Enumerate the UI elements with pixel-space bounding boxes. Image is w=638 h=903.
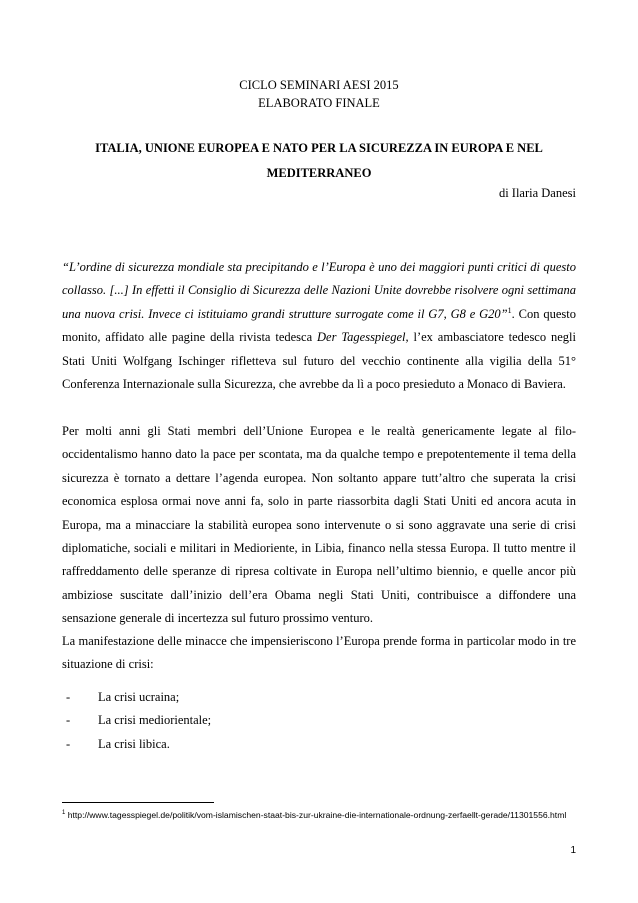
header-seminar: CICLO SEMINARI AESI 2015: [239, 78, 399, 92]
publication-name: Der Tagesspiegel,: [317, 330, 409, 345]
footnote-separator: [62, 802, 214, 803]
crisis-list: [66, 686, 211, 756]
paragraph-3: La manifestazione delle minacce che impensieriscono l’Europa prende forma in particolar modo in tre situazione di crisi:: [62, 634, 576, 672]
list-item: [66, 709, 211, 732]
footnote-mark: 1: [62, 810, 66, 817]
footnote: [62, 808, 576, 822]
list-item: [66, 733, 211, 756]
list-item-text: La crisi ucraina;: [98, 690, 180, 704]
document-title: ITALIA, UNIONE EUROPEA E NATO PER LA SICUREZZA IN EUROPA E NEL MEDITERRANEO: [95, 141, 543, 180]
list-dash: -: [66, 736, 71, 751]
list-dash: -: [66, 713, 71, 728]
footnote-reference[interactable]: 1: [507, 305, 512, 315]
paragraph-1: [62, 256, 576, 396]
list-item-text: La crisi mediorientale;: [98, 713, 212, 728]
header-subtitle: ELABORATO FINALE: [258, 96, 380, 110]
paragraph-1-rest: l’ex ambasciatore tedesco negli Stati Uniti Wolfgang Ischinger rifletteva sul futuro del vecchio continente alla vigilia della 51° Conferenza Internazionale sulla Sicurezza, che avrebbe da lì a poco presieduto a Monaco di Baviera.: [62, 330, 576, 392]
paragraph-1-text: . Con questo monito, affidato alle pagine della rivista tedesca: [62, 306, 576, 345]
opening-quote: “L’ordine di sicurezza mondiale sta precipitando e l’Europa è uno dei maggiori punti critici di questo collasso. [...] In effetti il Consiglio di Sicurezza delle Nazioni Unite dovrebbe risolvere ogni settimana una nuova crisi. Invece ci istituiamo grandi strutture surrogate come il G7, G8 e G20”: [62, 260, 576, 321]
list-item: [66, 686, 211, 709]
paragraph-2: Per molti anni gli Stati membri dell’Unione Europea e le realtà genericamente legate al filo-occidentalismo hanno dato la pace per scontata, ma da qualche tempo e prepotentemente il tema della sicurezza è tornato a dettare l’agenda europea. Non soltanto appare tutt’altro che superata la crisi economica esplosa ormai nove anni fa, solo in parte riassorbita dagli Stati Uniti ed ancora acuta in Europa, ma a minacciare la stabilità europea sono intervenute o si sono aggravate una serie di crisi diplomatiche, sociali e militari in Medioriente, in Libia, financo nella stessa Europa. Il tutto mentre il raffreddamento delle speranze di ripresa coltivate in Europa nell’ultimo biennio, e quelle ancor più ambiziose suscitate dall’inizio dell’era Obama negli Stati Uniti, contribuisce a diffondere una sensazione generale di incertezza sul futuro prossimo venturo.: [62, 424, 576, 626]
list-item-text: La crisi libica.: [98, 736, 170, 751]
list-dash: -: [66, 690, 71, 704]
footnote-link[interactable]: http://www.tagesspiegel.de/politik/vom-islamischen-staat-bis-zur-ukraine-die-internationale-ordnung-zerfaellt-gerade/11301556.html: [65, 810, 567, 820]
author-byline: di Ilaria Danesi: [498, 186, 576, 200]
page-number: 1: [570, 845, 576, 856]
